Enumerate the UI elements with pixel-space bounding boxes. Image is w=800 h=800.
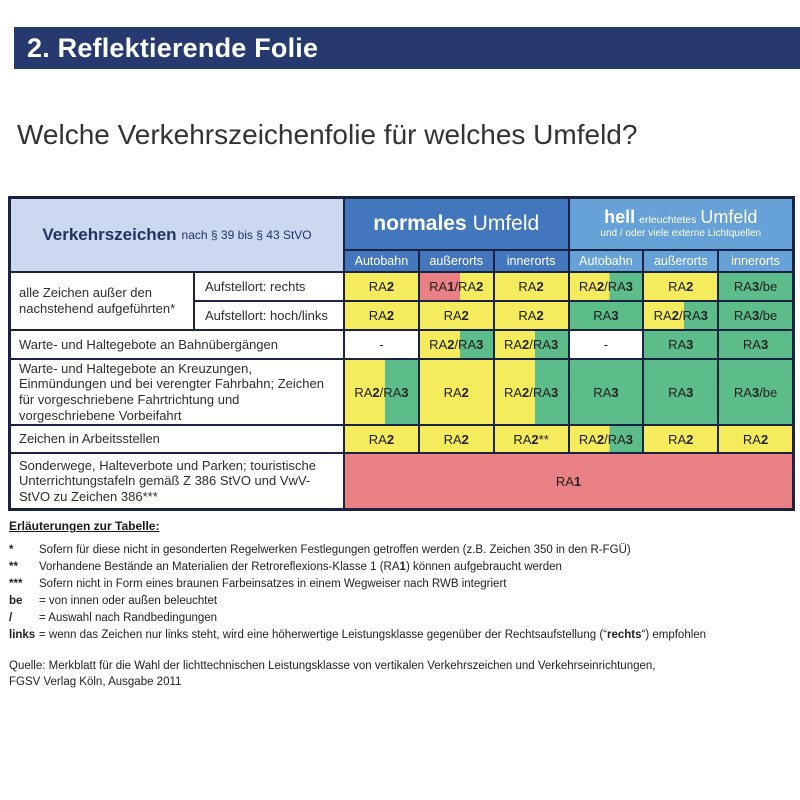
table-cell: RA 3 /be	[719, 302, 792, 329]
col-header-innerorts-hell: innerorts	[719, 251, 792, 271]
group-hell-bold: hell	[604, 207, 636, 228]
foil-environment-table	[8, 196, 795, 511]
table-cell: RA 2	[420, 360, 493, 424]
table-cell: RA 2 /RA 3	[495, 360, 568, 424]
table-cell: RA 2 /RA 3	[345, 360, 418, 424]
legend-title: Erläuterungen zur Tabelle:	[9, 519, 160, 533]
legend-item	[9, 559, 791, 576]
legend-marker: be	[9, 595, 23, 607]
table-cell: RA 3	[719, 331, 792, 358]
legend-text: Sofern für diese nicht in gesonderten Regelwerken Festlegungen getroffen werden (z.B. Zeichen 350 in den R-FGÜ)	[39, 544, 631, 556]
group-normal-rest: Umfeld	[472, 212, 540, 235]
section-title-bar	[14, 27, 800, 69]
legend-marker: ***	[9, 578, 23, 590]
corner-title: Verkehrszeichen	[42, 225, 177, 244]
legend-marker: /	[9, 612, 13, 624]
legend-text: = Auswahl nach Randbedingungen	[39, 612, 218, 624]
table-cell: RA 1 /RA 2	[420, 273, 493, 300]
group-hell-line1	[604, 208, 757, 227]
table-cell: RA 2 /RA 3	[570, 426, 643, 452]
section-title: 2. Reflektierende Folie	[27, 32, 319, 63]
table-cell: RA 2	[719, 426, 792, 452]
table-cell: RA 2	[420, 426, 493, 452]
table-cell: RA 3 /be	[719, 273, 792, 300]
legend-item	[9, 542, 791, 559]
col-header-ausserorts-normal: außerorts	[420, 251, 493, 271]
table-cell: RA 3	[644, 331, 717, 358]
row-label-arbeitsstellen: Zeichen in Arbeitsstellen	[11, 426, 343, 452]
table-cell: RA 3	[570, 360, 643, 424]
legend-list	[9, 542, 791, 644]
legend-marker: **	[9, 561, 18, 573]
table-cell: -	[345, 331, 418, 358]
legend-item	[9, 627, 791, 644]
table-cell: RA 2	[644, 273, 717, 300]
table-legend	[9, 519, 791, 644]
table-cell: RA 2 /RA 3	[644, 302, 717, 329]
row-sublabel-rechts: Aufstellort: rechts	[195, 273, 343, 300]
legend-text: = wenn das Zeichen nur links steht, wird eine höherwertige Leistungsklasse gegenüber der Rechtsaufstellung (“rechts“) empfohlen	[39, 629, 707, 641]
group-header-hell-umfeld	[570, 199, 793, 249]
table-cell: -	[570, 331, 643, 358]
row-label-kreuzungen: Warte- und Haltegebote an Kreuzungen, Einmündungen und bei verengter Fahrbahn; Zeichen für vorgeschriebene Fahrtrichtung und vorgeschriebene Vorbeifahrt	[11, 360, 343, 424]
col-header-ausserorts-hell: außerorts	[644, 251, 717, 271]
table-cell: RA 2	[420, 302, 493, 329]
row-label-alle-zeichen: alle Zeichen außer den nachstehend aufgeführten*	[11, 273, 193, 329]
group-hell-small: erleuchtetes	[639, 214, 697, 227]
table-cell: RA 2	[345, 426, 418, 452]
row-sublabel-hoch-links: Aufstellort: hoch/links	[195, 302, 343, 329]
legend-item	[9, 593, 791, 610]
legend-item	[9, 610, 791, 627]
legend-marker: links	[9, 629, 36, 641]
table-cell: RA 3 /be	[719, 360, 792, 424]
table-cell: RA 2	[644, 426, 717, 452]
source-line-2: FGSV Verlag Köln, Ausgabe 2011	[9, 676, 182, 688]
group-hell-subline: und / oder viele externe Lichtquellen	[600, 228, 762, 240]
source-line-1: Quelle: Merkblatt für die Wahl der lichttechnischen Leistungsklasse von vertikalen Verkehrszeichen und Verkehrseinrichtungen,	[9, 660, 656, 672]
legend-item	[9, 576, 791, 593]
table-corner-header	[11, 199, 343, 271]
table-cell: RA 2 **	[495, 426, 568, 452]
table-cell: RA 2 /RA 3	[495, 331, 568, 358]
corner-subtitle: nach § 39 bis § 43 StVO	[181, 228, 312, 242]
table-cell: RA 2 /RA 3	[420, 331, 493, 358]
legend-marker: *	[9, 544, 14, 556]
table-cell: RA 3	[570, 302, 643, 329]
table-cell: RA 3	[644, 360, 717, 424]
group-hell-large: Umfeld	[700, 207, 758, 228]
col-header-autobahn-hell: Autobahn	[570, 251, 643, 271]
row-label-sonderwege: Sonderwege, Halteverbote und Parken; touristische Unterrichtungstafeln gemäß Z 386 StVO und VwV-StVO zu Zeichen 386***	[11, 454, 343, 508]
table-cell-ra1-span: RA 1	[345, 454, 792, 508]
table-cell: RA 2	[345, 302, 418, 329]
page-question: Welche Verkehrszeichenfolie für welches Umfeld?	[17, 119, 638, 150]
legend-text: Sofern nicht in Form eines braunen Farbeinsatzes in einem Wegweiser nach RWB integriert	[39, 578, 507, 590]
table-cell: RA 2	[495, 302, 568, 329]
source-reference	[9, 658, 800, 690]
table-cell: RA 2 /RA 3	[570, 273, 643, 300]
table-cell: RA 2	[495, 273, 568, 300]
col-header-autobahn-normal: Autobahn	[345, 251, 418, 271]
group-header-normales-umfeld	[345, 199, 568, 249]
legend-text: Vorhandene Bestände an Materialien der Retroreflexions-Klasse 1 (RA1) können aufgebraucht werden	[39, 561, 562, 573]
table-cell: RA 2	[345, 273, 418, 300]
col-header-innerorts-normal: innerorts	[495, 251, 568, 271]
row-label-bahnuebergaenge: Warte- und Haltegebote an Bahnübergängen	[11, 331, 343, 358]
legend-text: = von innen oder außen beleuchtet	[39, 595, 218, 607]
group-normal-bold: normales	[373, 212, 467, 235]
